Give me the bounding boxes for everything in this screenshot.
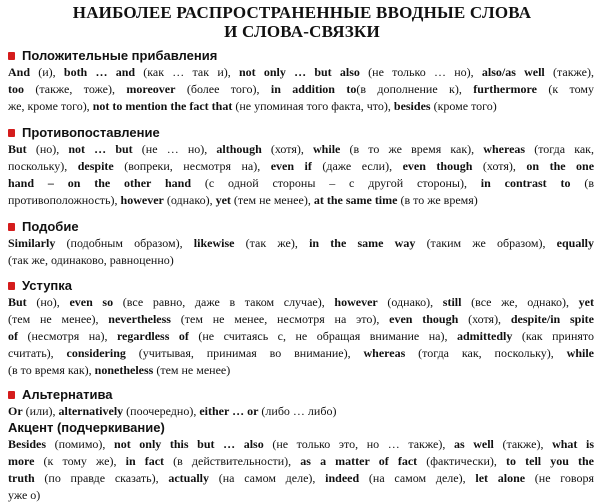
section-body bbox=[8, 235, 594, 269]
text-line bbox=[8, 64, 594, 81]
section-heading: Уступка bbox=[22, 278, 73, 293]
translation-text: (таким же образом), bbox=[415, 236, 557, 250]
text-line bbox=[8, 311, 594, 328]
english-term: considering bbox=[66, 346, 126, 360]
translation-text: (по правде сказать), bbox=[34, 471, 169, 485]
english-term: not only this but … also bbox=[114, 437, 264, 451]
translation-text: (хотя), bbox=[458, 312, 511, 326]
translation-text: (все равно, даже в таком случае), bbox=[113, 295, 335, 309]
translation-text: (фактически), bbox=[417, 454, 507, 468]
english-term: even though bbox=[389, 312, 459, 326]
english-term: as a matter of fact bbox=[300, 454, 418, 468]
translation-text: (несмотря на), bbox=[18, 329, 117, 343]
english-term: And bbox=[8, 65, 31, 79]
section-positive-additions bbox=[8, 48, 594, 115]
english-term: whereas bbox=[363, 346, 406, 360]
text-line bbox=[8, 141, 594, 158]
translation-text: (не говоря bbox=[525, 471, 595, 485]
text-line bbox=[8, 158, 594, 175]
english-term: likewise bbox=[193, 236, 235, 250]
translation-text: (не … но), bbox=[132, 142, 217, 156]
translation-text: (не упоминая того факта, что), bbox=[232, 99, 394, 113]
english-term: equally bbox=[556, 236, 595, 250]
page-title-line1: НАИБОЛЕЕ РАСПРОСТРАНЕННЫЕ ВВОДНЫЕ СЛОВА bbox=[72, 3, 532, 22]
translation-text: (вопреки, несмотря на), bbox=[113, 159, 271, 173]
english-term: despite bbox=[77, 159, 114, 173]
translation-text: (так же, одинаково, равноценно) bbox=[8, 253, 174, 267]
translation-text: (так же), bbox=[234, 236, 310, 250]
translation-text: (тем не менее), bbox=[8, 312, 109, 326]
translation-text: (не считаясь с, не обращая внимание на), bbox=[188, 329, 457, 343]
english-term: Besides bbox=[8, 437, 47, 451]
text-line bbox=[8, 487, 594, 504]
translation-text: (хотя), bbox=[472, 159, 527, 173]
english-term: moreover bbox=[126, 82, 176, 96]
section-heading: Альтернатива bbox=[22, 387, 113, 402]
english-term: although bbox=[216, 142, 262, 156]
text-line bbox=[8, 294, 594, 311]
translation-text: (поочередно), bbox=[123, 404, 200, 418]
section-body bbox=[8, 403, 594, 420]
translation-text: (или), bbox=[22, 404, 59, 418]
english-term: even if bbox=[270, 159, 312, 173]
english-term: despite/in spite bbox=[510, 312, 594, 326]
red-bullet-icon bbox=[8, 129, 15, 137]
section-subheading: Акцент (подчеркивание) bbox=[8, 420, 165, 435]
english-term: to tell you the bbox=[506, 454, 595, 468]
english-term: in contrast to bbox=[480, 176, 571, 190]
english-term: still bbox=[442, 295, 462, 309]
translation-text: (не только это, но … также), bbox=[263, 437, 454, 451]
text-line bbox=[8, 403, 594, 420]
english-term: not … but bbox=[68, 142, 133, 156]
translation-text: (как … так и), bbox=[135, 65, 239, 79]
translation-text: (также, тоже), bbox=[24, 82, 127, 96]
english-term: indeed bbox=[325, 471, 360, 485]
english-term: on the one bbox=[526, 159, 595, 173]
section-heading: Положительные прибавления bbox=[22, 48, 218, 63]
translation-text: противоположность), bbox=[8, 193, 121, 207]
english-term: But bbox=[8, 142, 27, 156]
translation-text: (но), bbox=[26, 142, 69, 156]
english-term: while bbox=[313, 142, 341, 156]
translation-text: (но), bbox=[26, 295, 70, 309]
translation-text: (на самом деле), bbox=[209, 471, 326, 485]
english-term: in the same way bbox=[309, 236, 416, 250]
translation-text: уже о) bbox=[8, 488, 41, 502]
translation-text: (хотя), bbox=[261, 142, 314, 156]
translation-text: (более того), bbox=[175, 82, 271, 96]
section-concession bbox=[8, 278, 594, 379]
section-similarity bbox=[8, 219, 594, 269]
english-term: not to mention the fact that bbox=[92, 99, 233, 113]
red-bullet-icon bbox=[8, 391, 15, 399]
red-bullet-icon bbox=[8, 52, 15, 60]
translation-text: (не только … но), bbox=[359, 65, 482, 79]
text-line bbox=[8, 252, 594, 269]
translation-text: (даже если), bbox=[311, 159, 403, 173]
translation-text: (также), bbox=[493, 437, 553, 451]
text-line bbox=[8, 470, 594, 487]
english-term: admittedly bbox=[457, 329, 513, 343]
translation-text: (тогда как, поскольку), bbox=[405, 346, 567, 360]
english-term: truth bbox=[8, 471, 35, 485]
translation-text: (в то время как), bbox=[8, 363, 95, 377]
text-line bbox=[8, 192, 594, 209]
translation-text: (к тому же), bbox=[34, 454, 126, 468]
section-contrast bbox=[8, 125, 594, 209]
section-body bbox=[8, 64, 594, 115]
english-term: yet bbox=[578, 295, 594, 309]
translation-text: (и), bbox=[30, 65, 64, 79]
english-term: even though bbox=[402, 159, 473, 173]
translation-text: (к тому bbox=[536, 82, 594, 96]
translation-text: считать), bbox=[8, 346, 67, 360]
english-term: too bbox=[8, 82, 24, 96]
translation-text: (в то же время) bbox=[397, 193, 478, 207]
text-line bbox=[8, 328, 594, 345]
translation-text: же, кроме того), bbox=[8, 99, 93, 113]
translation-text: (тогда как, bbox=[525, 142, 594, 156]
section-body bbox=[8, 294, 594, 379]
english-term: whereas bbox=[483, 142, 526, 156]
english-term: actually bbox=[168, 471, 209, 485]
english-term: also/as well bbox=[481, 65, 545, 79]
english-term: hand – on the other hand bbox=[8, 176, 192, 190]
red-bullet-icon bbox=[8, 223, 15, 231]
english-term: of bbox=[8, 329, 18, 343]
text-line bbox=[8, 345, 594, 362]
translation-text: (тем не менее, несмотря на это), bbox=[170, 312, 390, 326]
section-body-emphasis bbox=[8, 436, 594, 504]
translation-text: (в действительности), bbox=[164, 454, 301, 468]
translation-text: (кроме того) bbox=[430, 99, 497, 113]
english-term: both … and bbox=[63, 65, 136, 79]
translation-text: (также), bbox=[544, 65, 594, 79]
english-term: yet bbox=[215, 193, 231, 207]
english-term: let alone bbox=[475, 471, 526, 485]
translation-text: (на самом деле), bbox=[359, 471, 476, 485]
english-term: what is bbox=[552, 437, 595, 451]
english-term: Similarly bbox=[8, 236, 56, 250]
section-heading: Противопоставление bbox=[22, 125, 160, 140]
section-alternative bbox=[8, 387, 594, 504]
english-term: But bbox=[8, 295, 27, 309]
english-term: not only … but also bbox=[238, 65, 360, 79]
english-term: regardless of bbox=[116, 329, 189, 343]
page-title-line2: И СЛОВА-СВЯЗКИ bbox=[224, 22, 380, 41]
translation-text: (тем не менее) bbox=[153, 363, 231, 377]
text-line bbox=[8, 453, 594, 470]
english-term: either … or bbox=[199, 404, 259, 418]
english-term: Or bbox=[8, 404, 23, 418]
text-line bbox=[8, 362, 594, 379]
translation-text: (с одной стороны – с другой стороны), bbox=[191, 176, 481, 190]
english-term: however bbox=[334, 295, 378, 309]
english-term: in fact bbox=[125, 454, 165, 468]
translation-text: (подобным образом), bbox=[55, 236, 194, 250]
translation-text: (учитывая, принимая во внимание), bbox=[125, 346, 364, 360]
english-term: even so bbox=[69, 295, 114, 309]
translation-text: (в дополнение к), bbox=[356, 82, 474, 96]
english-term: besides bbox=[393, 99, 431, 113]
translation-text: (тем не менее), bbox=[230, 193, 314, 207]
english-term: nevertheless bbox=[108, 312, 171, 326]
translation-text: поскольку), bbox=[8, 159, 78, 173]
text-line bbox=[8, 81, 594, 98]
translation-text: (однако), bbox=[163, 193, 216, 207]
section-body bbox=[8, 141, 594, 209]
translation-text: (либо … либо) bbox=[258, 404, 337, 418]
section-heading: Подобие bbox=[22, 219, 79, 234]
translation-text: (однако), bbox=[377, 295, 443, 309]
english-term: however bbox=[120, 193, 164, 207]
translation-text: (в то же время как), bbox=[340, 142, 484, 156]
translation-text: (помимо), bbox=[46, 437, 115, 451]
text-line bbox=[8, 98, 594, 115]
text-line bbox=[8, 235, 594, 252]
text-line bbox=[8, 175, 594, 192]
english-term: as well bbox=[453, 437, 494, 451]
english-term: furthermore bbox=[473, 82, 537, 96]
text-line bbox=[8, 436, 594, 453]
english-term: alternatively bbox=[58, 404, 124, 418]
english-term: at the same time bbox=[313, 193, 398, 207]
english-term: while bbox=[566, 346, 594, 360]
english-term: in addition to bbox=[270, 82, 357, 96]
translation-text: (в bbox=[570, 176, 594, 190]
red-bullet-icon bbox=[8, 282, 15, 290]
english-term: nonetheless bbox=[94, 363, 154, 377]
english-term: more bbox=[8, 454, 35, 468]
translation-text: (как принято bbox=[512, 329, 594, 343]
translation-text: (все же, однако), bbox=[461, 295, 579, 309]
